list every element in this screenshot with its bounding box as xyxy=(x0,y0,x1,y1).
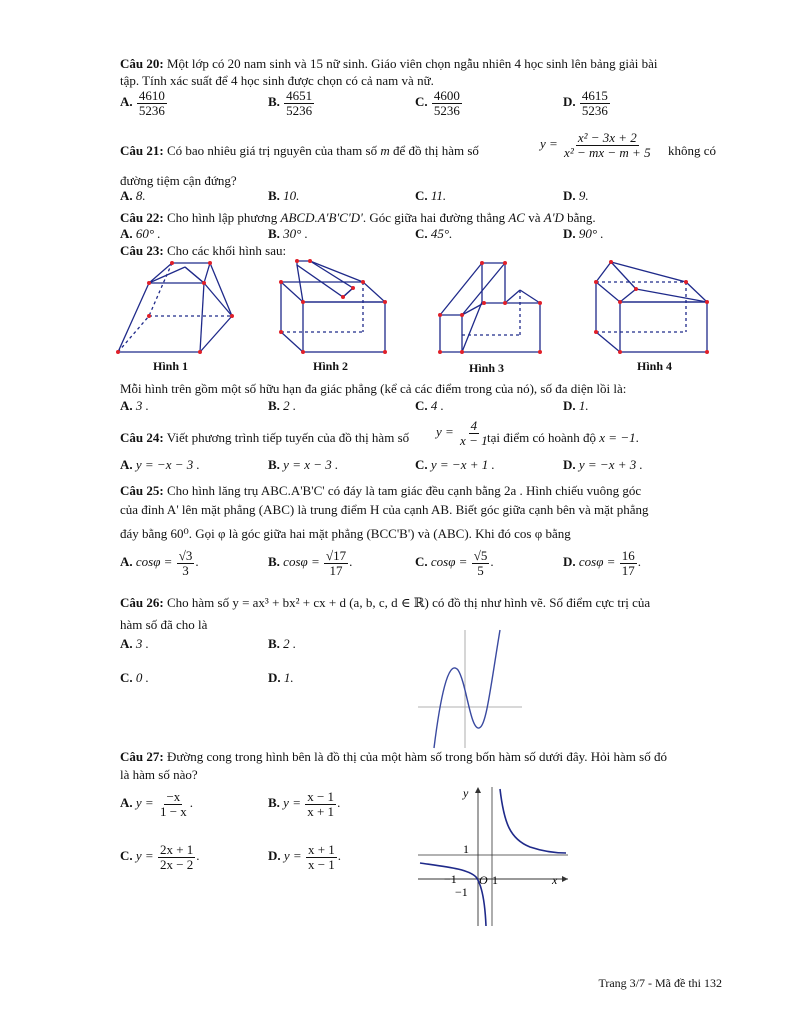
q24-text3: . xyxy=(635,430,639,445)
q22-option-a xyxy=(120,226,161,242)
q27-one-y: 1 xyxy=(463,842,469,856)
option-label: D. xyxy=(563,94,576,110)
option-num: 4615 xyxy=(581,88,608,103)
q25-text3: đáy bằng 60⁰. Gọi φ là góc giữa hai mặt phẳng (BCC'B') và (ABC). Khi đó cos φ bằng xyxy=(120,526,571,541)
option-label: C. xyxy=(415,554,428,570)
q22-text2: . Góc giữa hai đường thẳng xyxy=(362,210,509,225)
q24-option-b xyxy=(268,457,338,473)
q24-line1b xyxy=(487,430,639,446)
option-value: 1. xyxy=(578,398,589,413)
option-den: x + 1 xyxy=(307,803,335,819)
option-label: C. xyxy=(120,670,133,685)
option-tail: . xyxy=(189,795,194,811)
q25-line1 xyxy=(120,483,641,499)
q27-one-x: 1 xyxy=(492,873,498,887)
q26-cubic-curve xyxy=(434,630,500,748)
option-label: D. xyxy=(268,848,281,864)
q25-option-a xyxy=(120,549,199,577)
option-lhs: cosφ = xyxy=(430,554,468,570)
option-label: A. xyxy=(120,94,133,110)
option-value: 11. xyxy=(430,188,447,203)
option-lhs: cosφ = xyxy=(578,554,616,570)
q24-func-fraction xyxy=(458,419,490,447)
q23-option-c xyxy=(415,398,444,414)
option-num: x + 1 xyxy=(307,842,335,857)
q27-x-arrow-icon xyxy=(562,876,568,882)
option-value: y = −x + 1 . xyxy=(430,457,495,472)
figure-4-box-with-slanted-top xyxy=(596,262,707,352)
q26-option-d xyxy=(268,670,294,686)
q24-option-a xyxy=(120,457,200,473)
option-fraction xyxy=(472,549,490,577)
q24-function xyxy=(436,419,491,447)
q27-y-label: y xyxy=(463,786,469,800)
option-num: √5 xyxy=(473,548,488,563)
q22-cube: ABCD.A'B'C'D' xyxy=(280,210,363,225)
option-fraction xyxy=(158,790,189,818)
q22-text4: bằng. xyxy=(563,210,596,225)
option-label: C. xyxy=(120,848,133,864)
option-label: D. xyxy=(563,188,576,203)
q20-option-b xyxy=(268,89,315,117)
q20-text1: Một lớp có 20 nam sinh và 15 nữ sinh. Giáo viên chọn ngẫu nhiên 4 học sinh lên bảng giải bài xyxy=(163,56,658,71)
option-num: √17 xyxy=(325,548,347,563)
option-value: 8. xyxy=(135,188,146,203)
q26-text1: Cho hàm số y = ax³ + bx² + cx + d (a, b, c, d ∈ ℝ) có đồ thị như hình vẽ. Số điểm cực trị của xyxy=(163,595,651,610)
q25-option-b xyxy=(268,549,352,577)
option-label: B. xyxy=(268,554,280,570)
q22-label: Câu 22: xyxy=(120,210,164,225)
q23-label: Câu 23: xyxy=(120,243,164,258)
option-label: A. xyxy=(120,636,133,651)
option-label: A. xyxy=(120,398,133,413)
q27-y-arrow-icon xyxy=(475,787,481,793)
q21-text2: để đồ thị hàm số xyxy=(389,143,479,158)
option-value: 10. xyxy=(283,188,300,203)
q25-option-d xyxy=(563,549,641,577)
q26-option-c xyxy=(120,670,149,686)
option-value: y = x − 3 . xyxy=(283,457,339,472)
q21-function xyxy=(540,131,654,159)
option-den: 5236 xyxy=(138,102,165,118)
q22-line1 xyxy=(120,210,596,226)
option-label: B. xyxy=(268,795,280,811)
q24-option-c xyxy=(415,457,495,473)
q27-label: Câu 27: xyxy=(120,749,164,764)
option-label: C. xyxy=(415,226,428,241)
q20-line1 xyxy=(120,56,657,72)
q24-func-num: 4 xyxy=(470,418,478,433)
q23-option-d xyxy=(563,398,589,414)
option-fraction xyxy=(432,89,462,117)
q21-func-num: x² − 3x + 2 xyxy=(577,130,637,145)
option-label: C. xyxy=(415,398,428,413)
q22-line-ad: A'D xyxy=(543,210,564,225)
q21-line1 xyxy=(120,143,479,159)
q24-label: Câu 24: xyxy=(120,430,164,445)
q22-line-ac: AC xyxy=(508,210,525,225)
option-num: 4600 xyxy=(433,88,460,103)
q26-option-a xyxy=(120,636,149,652)
option-label: A. xyxy=(120,554,133,570)
q21-func-fraction xyxy=(562,131,653,159)
option-label: C. xyxy=(415,188,428,203)
option-den: 17 xyxy=(329,562,343,578)
figure-2-box-with-roof xyxy=(281,261,385,352)
q24-line1 xyxy=(120,430,409,446)
option-den: 1 − x xyxy=(159,803,187,819)
option-value: 45°. xyxy=(430,226,453,241)
q20-label: Câu 20: xyxy=(120,56,164,71)
option-value: 30° . xyxy=(283,226,308,241)
option-value: 3 . xyxy=(135,636,149,651)
option-num: 4651 xyxy=(286,88,313,103)
option-den: 5236 xyxy=(581,102,608,118)
option-lhs: cosφ = xyxy=(135,554,173,570)
q27-option-d xyxy=(268,843,341,871)
option-num: −x xyxy=(166,789,181,804)
option-tail: . xyxy=(195,554,199,570)
q21-func-den: x² − mx − m + 5 xyxy=(564,144,651,160)
option-tail: . xyxy=(196,848,200,864)
q22-option-c xyxy=(415,226,452,242)
q26-label: Câu 26: xyxy=(120,595,164,610)
figure-3-caption: Hình 3 xyxy=(469,361,505,375)
option-label: A. xyxy=(120,188,133,203)
q20-option-d xyxy=(563,89,611,117)
option-fraction xyxy=(620,549,637,577)
q23-figures xyxy=(0,255,792,385)
option-lhs: y = xyxy=(135,848,154,864)
option-label: A. xyxy=(120,457,133,472)
figure-1-frustum xyxy=(118,263,232,352)
option-label: B. xyxy=(268,94,280,110)
option-fraction xyxy=(284,89,314,117)
q23-option-b xyxy=(268,398,296,414)
option-value: y = −x + 3 . xyxy=(578,457,643,472)
q24-point: x = −1 xyxy=(599,430,636,445)
q27-minus-one-y: −1 xyxy=(455,885,468,899)
option-fraction xyxy=(137,89,167,117)
option-label: D. xyxy=(563,398,576,413)
q27-option-b xyxy=(268,790,340,818)
option-tail: . xyxy=(349,554,353,570)
option-fraction xyxy=(177,549,195,577)
option-label: C. xyxy=(415,457,428,472)
option-tail: . xyxy=(490,554,494,570)
option-value: 9. xyxy=(578,188,589,203)
q20-option-a xyxy=(120,89,168,117)
q20-option-c xyxy=(415,89,463,117)
option-value: 90° . xyxy=(578,226,604,241)
q22-text3: và xyxy=(524,210,544,225)
q26-text2: hàm số đã cho là xyxy=(120,617,208,632)
option-fraction xyxy=(306,843,337,871)
q23-text2: Mỗi hình trên gồm một số hữu hạn đa giác phẳng (kể cả các điểm trong của nó), số đa diện lồi là: xyxy=(120,381,627,396)
option-label: D. xyxy=(268,670,281,685)
option-label: B. xyxy=(268,398,280,413)
option-label: D. xyxy=(563,226,576,241)
option-num: √3 xyxy=(178,548,193,563)
option-tail: . xyxy=(637,554,641,570)
option-fraction xyxy=(158,843,195,871)
option-tail: . xyxy=(337,848,342,864)
option-label: C. xyxy=(415,94,428,110)
option-den: 5236 xyxy=(286,102,313,118)
figure-1-caption: Hình 1 xyxy=(153,359,189,373)
option-fraction xyxy=(580,89,610,117)
option-label: B. xyxy=(268,226,280,241)
option-fraction xyxy=(324,549,348,577)
q22-text1: Cho hình lập phương xyxy=(163,210,281,225)
option-label: D. xyxy=(563,554,576,570)
option-den: 3 xyxy=(182,562,189,578)
option-fraction xyxy=(305,790,336,818)
option-value: 60° . xyxy=(135,226,161,241)
option-num: 2x + 1 xyxy=(159,842,194,857)
q21-label: Câu 21: xyxy=(120,143,164,158)
option-label: B. xyxy=(268,188,280,203)
q22-option-b xyxy=(268,226,308,242)
q26-option-b xyxy=(268,636,296,652)
option-label: D. xyxy=(563,457,576,472)
q27-line1 xyxy=(120,749,667,765)
q24-option-d xyxy=(563,457,643,473)
q21-text3: không có xyxy=(668,143,717,158)
q25-text1: Cho hình lăng trụ ABC.A'B'C' có đáy là tam giác đều cạnh bằng 2a . Hình chiếu vuông góc xyxy=(163,483,642,498)
option-label: A. xyxy=(120,795,133,811)
option-num: x − 1 xyxy=(307,789,335,804)
q21-option-c xyxy=(415,188,446,204)
q27-origin: O xyxy=(479,873,488,887)
q27-text2: là hàm số nào? xyxy=(120,767,198,782)
q23-option-a xyxy=(120,398,149,414)
option-lhs: y = xyxy=(283,848,302,864)
option-value: 4 . xyxy=(430,398,444,413)
q27-minus-one-x: −1 xyxy=(444,872,457,886)
option-den: 17 xyxy=(621,562,635,578)
option-den: 5236 xyxy=(433,102,460,118)
q26-line1 xyxy=(120,595,650,611)
page-footer: Trang 3/7 - Mã đề thi 132 xyxy=(598,976,722,990)
q21-text1: Có bao nhiêu giá trị nguyên của tham số xyxy=(163,143,381,158)
q22-option-d xyxy=(563,226,604,242)
q21-option-a xyxy=(120,188,146,204)
option-label: B. xyxy=(268,457,280,472)
option-value: 1. xyxy=(283,670,294,685)
option-num: 16 xyxy=(621,548,635,563)
q21-func-lhs: y = xyxy=(540,136,558,152)
q21-option-b xyxy=(268,188,299,204)
option-lhs: y = xyxy=(283,795,301,811)
q20-line2: tập. Tính xác suất để 4 học sinh được chọn có cả nam và nữ. xyxy=(120,73,434,88)
q27-text1: Đường cong trong hình bên là đồ thị của một hàm số trong bốn hàm số dưới đây. Hỏi hàm số đó xyxy=(163,749,667,764)
q26-graph xyxy=(418,630,528,750)
q25-label: Câu 25: xyxy=(120,483,164,498)
figure-4-caption: Hình 4 xyxy=(637,359,673,373)
q27-graph xyxy=(418,783,578,928)
option-value: y = −x − 3 . xyxy=(135,457,200,472)
option-value: 2 . xyxy=(283,398,297,413)
q24-text2: tại điểm có hoành độ xyxy=(487,430,600,445)
option-value: 0 . xyxy=(135,670,149,685)
q27-option-a xyxy=(120,790,193,818)
figure-2-caption: Hình 2 xyxy=(313,359,349,373)
option-label: A. xyxy=(120,226,133,241)
q21-param: m xyxy=(380,143,390,158)
q24-text1: Viết phương trình tiếp tuyến của đồ thị hàm số xyxy=(163,430,410,445)
figure-3-stepped xyxy=(440,263,540,352)
q24-func-lhs: y = xyxy=(436,424,454,440)
option-den: 5 xyxy=(477,562,484,578)
option-lhs: y = xyxy=(135,795,154,811)
q23-text: Cho các khối hình sau: xyxy=(163,243,287,258)
q21-text4: đường tiệm cận đứng? xyxy=(120,173,237,188)
option-num: 4610 xyxy=(138,88,165,103)
q24-func-den: x − 1 xyxy=(460,432,488,448)
option-lhs: cosφ = xyxy=(283,554,320,570)
q21-option-d xyxy=(563,188,589,204)
q27-curve-right-branch xyxy=(500,789,566,853)
q27-option-c xyxy=(120,843,200,871)
option-den: x − 1 xyxy=(307,856,335,872)
q25-text2: của đỉnh A' lên mặt phẳng (ABC) là trung điểm H của cạnh AB. Biết góc giữa cạnh bên và mặt phẳng xyxy=(120,502,649,517)
q25-option-c xyxy=(415,549,494,577)
option-den: 2x − 2 xyxy=(159,856,194,872)
option-value: 3 . xyxy=(135,398,149,413)
option-tail: . xyxy=(337,795,341,811)
q27-x-label: x xyxy=(552,873,558,887)
option-label: B. xyxy=(268,636,280,651)
option-value: 2 . xyxy=(283,636,297,651)
